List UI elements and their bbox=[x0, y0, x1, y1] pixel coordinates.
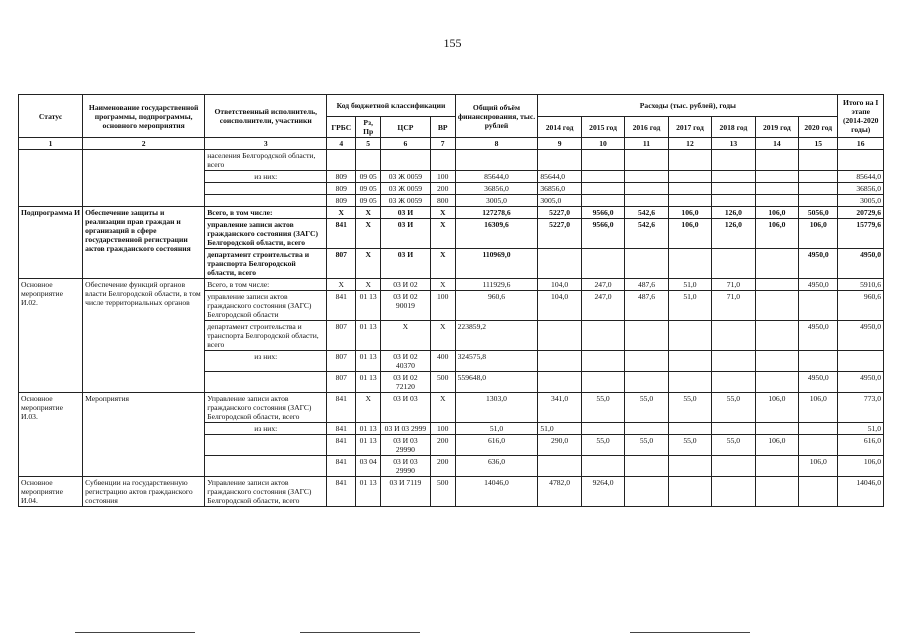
total-cell: 3005,0 bbox=[455, 195, 538, 207]
responsible-cell: департамент строительства и транспорта Белгородской области, всего bbox=[205, 321, 327, 351]
rzpr-cell: X bbox=[356, 207, 381, 219]
y2014-cell: 5227,0 bbox=[538, 219, 581, 249]
y2016-cell: 542,6 bbox=[625, 219, 668, 249]
status-cell: Подпрограмма И bbox=[19, 207, 83, 279]
csr-cell: 03 И 02 90019 bbox=[381, 291, 431, 321]
csr-cell: 03 И bbox=[381, 219, 431, 249]
y2015-cell: 9566,0 bbox=[581, 219, 624, 249]
grbs-cell: 841 bbox=[327, 456, 356, 477]
total-cell: 1303,0 bbox=[455, 393, 538, 423]
header-code-group: Код бюджетной классификации bbox=[327, 95, 455, 117]
total-cell: 16309,6 bbox=[455, 219, 538, 249]
responsible-cell: Управление записи актов гражданского состояния (ЗАГС) Белгородской области, всего bbox=[205, 477, 327, 507]
responsible-cell bbox=[205, 372, 327, 393]
y2018-cell: 55,0 bbox=[712, 435, 755, 456]
index-cell: 1 bbox=[19, 138, 83, 150]
rzpr-cell: X bbox=[356, 393, 381, 423]
total-cell: 616,0 bbox=[455, 435, 538, 456]
header-total-volume: Общий объём финансирования, тыс. рублей bbox=[455, 95, 538, 138]
status-cell: Основное мероприятие И.04. bbox=[19, 477, 83, 507]
header-y2018: 2018 год bbox=[712, 117, 755, 138]
total-cell: 85644,0 bbox=[455, 171, 538, 183]
vr-cell: X bbox=[430, 249, 455, 279]
csr-cell: X bbox=[381, 321, 431, 351]
itogo-cell: 51,0 bbox=[838, 423, 884, 435]
y2014-cell: 4782,0 bbox=[538, 477, 581, 507]
responsible-cell: департамент строительства и транспорта Белгородской области, всего bbox=[205, 249, 327, 279]
responsible-cell: управление записи актов гражданского состояния (ЗАГС) Белгородской области bbox=[205, 291, 327, 321]
csr-cell: 03 Ж 0059 bbox=[381, 183, 431, 195]
index-cell: 7 bbox=[430, 138, 455, 150]
csr-cell: 03 И bbox=[381, 249, 431, 279]
y2016-cell: 487,6 bbox=[625, 291, 668, 321]
header-vr: ВР bbox=[430, 117, 455, 138]
y2016-cell: 55,0 bbox=[625, 435, 668, 456]
y2014-cell: 104,0 bbox=[538, 279, 581, 291]
itogo-cell: 4950,0 bbox=[838, 372, 884, 393]
header-csr: ЦСР bbox=[381, 117, 431, 138]
csr-cell: 03 Ж 0059 bbox=[381, 195, 431, 207]
header-y2015: 2015 год bbox=[581, 117, 624, 138]
itogo-cell: 4950,0 bbox=[838, 249, 884, 279]
responsible-cell bbox=[205, 195, 327, 207]
y2015-cell: 247,0 bbox=[581, 291, 624, 321]
header-rzpr: Рз, Пр bbox=[356, 117, 381, 138]
responsible-cell bbox=[205, 456, 327, 477]
name-cell: Субвенции на государственную регистрацию актов гражданского состояния bbox=[83, 477, 205, 507]
csr-cell: 03 И 02 bbox=[381, 279, 431, 291]
grbs-cell: 807 bbox=[327, 351, 356, 372]
y2018-cell: 126,0 bbox=[712, 219, 755, 249]
y2018-cell: 71,0 bbox=[712, 279, 755, 291]
responsible-cell: Всего, в том числе: bbox=[205, 279, 327, 291]
itogo-cell: 616,0 bbox=[838, 435, 884, 456]
responsible-cell: Всего, в том числе: bbox=[205, 207, 327, 219]
total-cell: 110969,0 bbox=[455, 249, 538, 279]
rzpr-cell: 01 13 bbox=[356, 435, 381, 456]
rzpr-cell: 01 13 bbox=[356, 423, 381, 435]
grbs-cell: 841 bbox=[327, 435, 356, 456]
vr-cell: X bbox=[430, 219, 455, 249]
y2020-cell: 5056,0 bbox=[799, 207, 838, 219]
total-cell: 223859,2 bbox=[455, 321, 538, 351]
vr-cell: 100 bbox=[430, 291, 455, 321]
grbs-cell: 807 bbox=[327, 372, 356, 393]
rzpr-cell: 01 13 bbox=[356, 351, 381, 372]
status-cell: Основное мероприятие И.03. bbox=[19, 393, 83, 477]
table-row bbox=[19, 150, 884, 171]
itogo-cell: 85644,0 bbox=[838, 171, 884, 183]
vr-cell: 400 bbox=[430, 351, 455, 372]
vr-cell: 500 bbox=[430, 372, 455, 393]
y2014-cell: 5227,0 bbox=[538, 207, 581, 219]
table-row bbox=[19, 477, 884, 507]
csr-cell: 03 И 02 72120 bbox=[381, 372, 431, 393]
y2015-cell: 247,0 bbox=[581, 279, 624, 291]
itogo-cell: 106,0 bbox=[838, 456, 884, 477]
total-cell: 324575,8 bbox=[455, 351, 538, 372]
name-cell: Обеспечение защиты и реализации прав граждан и организаций в сфере государственной регистрации актов гражданского состояния bbox=[83, 207, 205, 279]
y2020-cell: 4950,0 bbox=[799, 372, 838, 393]
total-cell: 127278,6 bbox=[455, 207, 538, 219]
index-cell: 4 bbox=[327, 138, 356, 150]
column-index-row bbox=[19, 138, 884, 150]
responsible-cell: Управление записи актов гражданского состояния (ЗАГС) Белгородской области, всего bbox=[205, 393, 327, 423]
vr-cell: X bbox=[430, 207, 455, 219]
rzpr-cell: 01 13 bbox=[356, 477, 381, 507]
y2015-cell: 9566,0 bbox=[581, 207, 624, 219]
y2016-cell: 55,0 bbox=[625, 393, 668, 423]
rzpr-cell: 01 13 bbox=[356, 321, 381, 351]
y2019-cell: 106,0 bbox=[755, 393, 798, 423]
scan-artifact-line bbox=[300, 632, 420, 633]
name-cell bbox=[83, 150, 205, 207]
csr-cell: 03 И 7119 bbox=[381, 477, 431, 507]
responsible-cell: из них: bbox=[205, 423, 327, 435]
y2019-cell: 106,0 bbox=[755, 219, 798, 249]
grbs-cell: 841 bbox=[327, 423, 356, 435]
index-cell: 15 bbox=[799, 138, 838, 150]
header-y2014: 2014 год bbox=[538, 117, 581, 138]
vr-cell: 500 bbox=[430, 477, 455, 507]
y2014-cell: 36856,0 bbox=[538, 183, 581, 195]
y2014-cell: 341,0 bbox=[538, 393, 581, 423]
y2018-cell: 71,0 bbox=[712, 291, 755, 321]
total-cell: 559648,0 bbox=[455, 372, 538, 393]
grbs-cell: 809 bbox=[327, 171, 356, 183]
total-cell: 51,0 bbox=[455, 423, 538, 435]
total-cell: 14046,0 bbox=[455, 477, 538, 507]
rzpr-cell: 01 13 bbox=[356, 291, 381, 321]
y2017-cell: 106,0 bbox=[668, 219, 711, 249]
y2020-cell: 4950,0 bbox=[799, 279, 838, 291]
y2017-cell: 55,0 bbox=[668, 393, 711, 423]
status-cell bbox=[19, 150, 83, 207]
y2018-cell: 55,0 bbox=[712, 393, 755, 423]
y2017-cell: 106,0 bbox=[668, 207, 711, 219]
grbs-cell: 809 bbox=[327, 195, 356, 207]
total-cell: 111929,6 bbox=[455, 279, 538, 291]
grbs-cell: 841 bbox=[327, 477, 356, 507]
header-y2016: 2016 год bbox=[625, 117, 668, 138]
index-cell: 2 bbox=[83, 138, 205, 150]
y2017-cell: 51,0 bbox=[668, 279, 711, 291]
header-responsible: Ответственный исполнитель, соисполнители, участники bbox=[205, 95, 327, 138]
y2014-cell: 85644,0 bbox=[538, 171, 581, 183]
scan-artifact-line bbox=[75, 632, 195, 633]
csr-cell: 03 Ж 0059 bbox=[381, 171, 431, 183]
grbs-cell: 807 bbox=[327, 249, 356, 279]
grbs-cell: X bbox=[327, 279, 356, 291]
rzpr-cell: 09 05 bbox=[356, 195, 381, 207]
status-cell: Основное мероприятие И.02. bbox=[19, 279, 83, 393]
index-cell: 11 bbox=[625, 138, 668, 150]
vr-cell: 100 bbox=[430, 423, 455, 435]
itogo-cell: 20729,6 bbox=[838, 207, 884, 219]
rzpr-cell: 01 13 bbox=[356, 372, 381, 393]
csr-cell: 03 И 03 29990 bbox=[381, 456, 431, 477]
index-cell: 9 bbox=[538, 138, 581, 150]
itogo-cell: 5910,6 bbox=[838, 279, 884, 291]
rzpr-cell: X bbox=[356, 249, 381, 279]
vr-cell: 800 bbox=[430, 195, 455, 207]
total-cell: 36856,0 bbox=[455, 183, 538, 195]
csr-cell: 03 И 02 40370 bbox=[381, 351, 431, 372]
header-name: Наименование государственной программы, подпрограммы, основного мероприятия bbox=[83, 95, 205, 138]
total-cell: 636,0 bbox=[455, 456, 538, 477]
index-cell: 13 bbox=[712, 138, 755, 150]
header-expenses-group: Расходы (тыс. рублей), годы bbox=[538, 95, 838, 117]
index-cell: 12 bbox=[668, 138, 711, 150]
itogo-cell: 773,0 bbox=[838, 393, 884, 423]
vr-cell: 100 bbox=[430, 171, 455, 183]
index-cell: 6 bbox=[381, 138, 431, 150]
csr-cell: 03 И bbox=[381, 207, 431, 219]
rzpr-cell: X bbox=[356, 219, 381, 249]
y2015-cell: 55,0 bbox=[581, 435, 624, 456]
index-cell: 14 bbox=[755, 138, 798, 150]
responsible-cell bbox=[205, 183, 327, 195]
header-status: Статус bbox=[19, 95, 83, 138]
responsible-cell: из них: bbox=[205, 171, 327, 183]
grbs-cell: 807 bbox=[327, 321, 356, 351]
page-number: 155 bbox=[443, 36, 462, 50]
y2014-cell: 51,0 bbox=[538, 423, 581, 435]
y2020-cell: 4950,0 bbox=[799, 249, 838, 279]
grbs-cell: 841 bbox=[327, 393, 356, 423]
index-cell: 3 bbox=[205, 138, 327, 150]
vr-cell: 200 bbox=[430, 435, 455, 456]
itogo-cell: 36856,0 bbox=[838, 183, 884, 195]
header-itogo: Итого на I этапе (2014-2020 годы) bbox=[838, 95, 884, 138]
header-y2020: 2020 год bbox=[799, 117, 838, 138]
rzpr-cell: 09 05 bbox=[356, 171, 381, 183]
itogo-cell: 3005,0 bbox=[838, 195, 884, 207]
vr-cell: X bbox=[430, 321, 455, 351]
y2020-cell: 106,0 bbox=[799, 393, 838, 423]
rzpr-cell: 09 05 bbox=[356, 183, 381, 195]
y2017-cell: 51,0 bbox=[668, 291, 711, 321]
vr-cell: 200 bbox=[430, 456, 455, 477]
scan-artifact-line bbox=[630, 632, 750, 633]
csr-cell: 03 И 03 2999 bbox=[381, 423, 431, 435]
itogo-cell: 4950,0 bbox=[838, 321, 884, 351]
grbs-cell: 841 bbox=[327, 291, 356, 321]
grbs-cell: 841 bbox=[327, 219, 356, 249]
vr-cell: X bbox=[430, 393, 455, 423]
header-y2017: 2017 год bbox=[668, 117, 711, 138]
index-cell: 10 bbox=[581, 138, 624, 150]
rzpr-cell: X bbox=[356, 279, 381, 291]
index-cell: 16 bbox=[838, 138, 884, 150]
y2019-cell: 106,0 bbox=[755, 435, 798, 456]
y2020-cell: 4950,0 bbox=[799, 321, 838, 351]
total-cell: 960,6 bbox=[455, 291, 538, 321]
grbs-cell: 809 bbox=[327, 183, 356, 195]
header-y2019: 2019 год bbox=[755, 117, 798, 138]
itogo-cell: 15779,6 bbox=[838, 219, 884, 249]
y2014-cell: 104,0 bbox=[538, 291, 581, 321]
itogo-cell: 14046,0 bbox=[838, 477, 884, 507]
vr-cell: 200 bbox=[430, 183, 455, 195]
name-cell: Обеспечение функций органов власти Белгородской области, в том числе территориальных органов bbox=[83, 279, 205, 393]
y2014-cell: 290,0 bbox=[538, 435, 581, 456]
header-grbs: ГРБС bbox=[327, 117, 356, 138]
index-cell: 5 bbox=[356, 138, 381, 150]
name-cell: Мероприятия bbox=[83, 393, 205, 477]
table-row bbox=[19, 393, 884, 423]
vr-cell: X bbox=[430, 279, 455, 291]
budget-table bbox=[18, 94, 884, 507]
y2017-cell: 55,0 bbox=[668, 435, 711, 456]
table-row bbox=[19, 279, 884, 291]
responsible-cell bbox=[205, 435, 327, 456]
responsible-cell: управление записи актов гражданского состояния (ЗАГС) Белгородской области, всего bbox=[205, 219, 327, 249]
y2019-cell: 106,0 bbox=[755, 207, 798, 219]
y2020-cell: 106,0 bbox=[799, 219, 838, 249]
csr-cell: 03 И 03 29990 bbox=[381, 435, 431, 456]
y2014-cell: 3005,0 bbox=[538, 195, 581, 207]
index-cell: 8 bbox=[455, 138, 538, 150]
responsible-cell: населения Белгородской области, всего bbox=[205, 150, 327, 171]
grbs-cell: X bbox=[327, 207, 356, 219]
itogo-cell: 960,6 bbox=[838, 291, 884, 321]
y2015-cell: 9264,0 bbox=[581, 477, 624, 507]
y2015-cell: 55,0 bbox=[581, 393, 624, 423]
y2020-cell: 106,0 bbox=[799, 456, 838, 477]
table-row bbox=[19, 207, 884, 219]
y2016-cell: 542,6 bbox=[625, 207, 668, 219]
rzpr-cell: 03 04 bbox=[356, 456, 381, 477]
y2016-cell: 487,6 bbox=[625, 279, 668, 291]
responsible-cell: из них: bbox=[205, 351, 327, 372]
csr-cell: 03 И 03 bbox=[381, 393, 431, 423]
y2018-cell: 126,0 bbox=[712, 207, 755, 219]
